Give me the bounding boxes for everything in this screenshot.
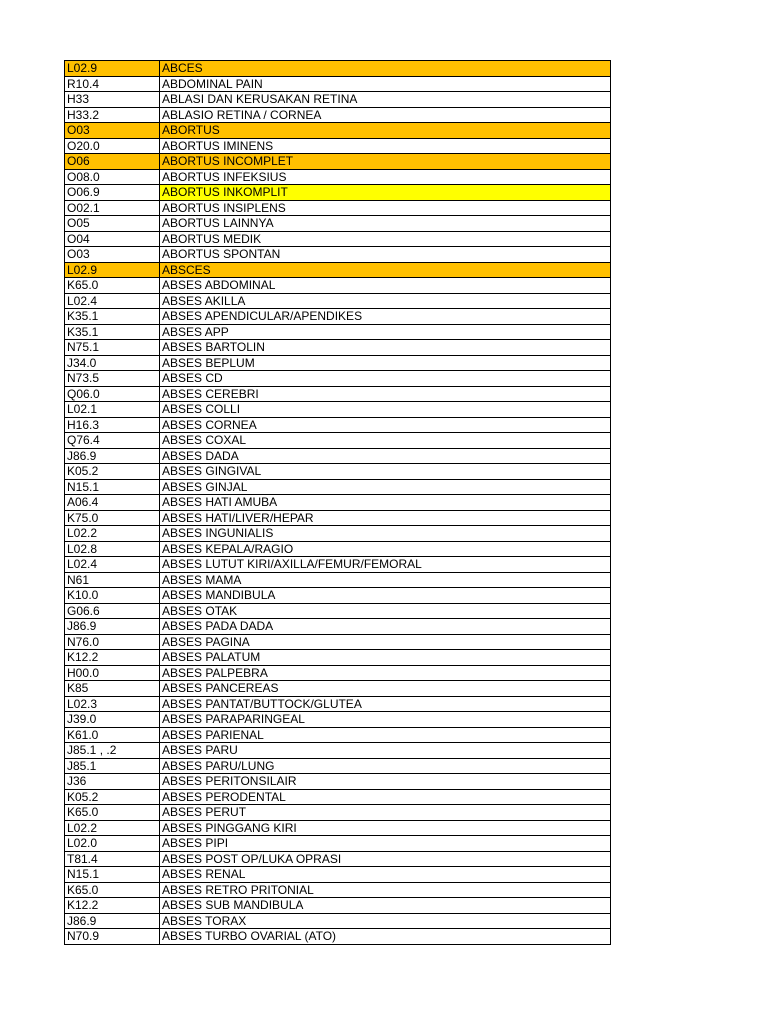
table-row — [65, 76, 611, 92]
diagnosis-name-cell[interactable]: ABSES TURBO OVARIAL (ATO) — [160, 929, 611, 945]
icd-code-cell[interactable]: O04 — [65, 231, 160, 247]
table-row — [65, 867, 611, 883]
icd-code-cell[interactable]: L02.4 — [65, 293, 160, 309]
diagnosis-name-cell[interactable]: ABSES PARIENAL — [160, 727, 611, 743]
icd-code-cell[interactable]: K10.0 — [65, 588, 160, 604]
icd-code-cell[interactable]: J85.1 , .2 — [65, 743, 160, 759]
icd-code-cell[interactable]: H33 — [65, 92, 160, 108]
table-row — [65, 510, 611, 526]
diagnosis-name-cell[interactable]: ABSES CORNEA — [160, 417, 611, 433]
diagnosis-name-cell[interactable]: ABORTUS SPONTAN — [160, 247, 611, 263]
icd-code-table — [64, 60, 611, 945]
diagnosis-name-cell[interactable]: ABSES PERITONSILAIR — [160, 774, 611, 790]
table-row — [65, 200, 611, 216]
diagnosis-name-cell[interactable]: ABDOMINAL PAIN — [160, 76, 611, 92]
table-row — [65, 138, 611, 154]
icd-code-cell[interactable]: L02.3 — [65, 696, 160, 712]
diagnosis-name-cell[interactable]: ABSES POST OP/LUKA OPRASI — [160, 851, 611, 867]
table-row — [65, 526, 611, 542]
table-row — [65, 92, 611, 108]
table-row — [65, 619, 611, 635]
diagnosis-name-cell[interactable]: ABSES RETRO PRITONIAL — [160, 882, 611, 898]
diagnosis-name-cell[interactable]: ABSES DADA — [160, 448, 611, 464]
diagnosis-name-cell[interactable]: ABLASI DAN KERUSAKAN RETINA — [160, 92, 611, 108]
diagnosis-name-cell[interactable]: ABSES COLLI — [160, 402, 611, 418]
diagnosis-name-cell[interactable]: ABSES PANTAT/BUTTOCK/GLUTEA — [160, 696, 611, 712]
table-row — [65, 774, 611, 790]
icd-code-cell[interactable]: K05.2 — [65, 464, 160, 480]
icd-code-cell[interactable]: H00.0 — [65, 665, 160, 681]
diagnosis-name-cell[interactable]: ABSES INGUNIALIS — [160, 526, 611, 542]
table-row — [65, 433, 611, 449]
icd-code-cell[interactable]: N61 — [65, 572, 160, 588]
table-row — [65, 123, 611, 139]
diagnosis-name-cell[interactable]: ABSES KEPALA/RAGIO — [160, 541, 611, 557]
icd-code-cell[interactable]: K05.2 — [65, 789, 160, 805]
diagnosis-name-cell[interactable]: ABSES PARU — [160, 743, 611, 759]
diagnosis-name-cell[interactable]: ABSES BEPLUM — [160, 355, 611, 371]
icd-code-cell[interactable]: J39.0 — [65, 712, 160, 728]
table-row — [65, 340, 611, 356]
table-row — [65, 386, 611, 402]
table-row — [65, 603, 611, 619]
icd-code-cell[interactable]: O08.0 — [65, 169, 160, 185]
diagnosis-name-cell[interactable]: ABORTUS INSIPLENS — [160, 200, 611, 216]
table-row — [65, 913, 611, 929]
icd-code-cell[interactable]: L02.8 — [65, 541, 160, 557]
table-body — [65, 61, 611, 945]
icd-code-cell[interactable]: O02.1 — [65, 200, 160, 216]
diagnosis-name-cell[interactable]: ABORTUS INFEKSIUS — [160, 169, 611, 185]
diagnosis-name-cell[interactable]: ABLASIO RETINA / CORNEA — [160, 107, 611, 123]
icd-code-cell[interactable]: J36 — [65, 774, 160, 790]
icd-code-cell[interactable]: K61.0 — [65, 727, 160, 743]
diagnosis-name-cell[interactable]: ABSES SUB MANDIBULA — [160, 898, 611, 914]
diagnosis-name-cell[interactable]: ABSES MANDIBULA — [160, 588, 611, 604]
diagnosis-name-cell[interactable]: ABSES PERUT — [160, 805, 611, 821]
icd-code-cell[interactable]: K75.0 — [65, 510, 160, 526]
icd-code-cell[interactable]: N73.5 — [65, 371, 160, 387]
diagnosis-name-cell[interactable]: ABSES PALATUM — [160, 650, 611, 666]
table-row — [65, 495, 611, 511]
icd-code-cell[interactable]: H33.2 — [65, 107, 160, 123]
diagnosis-name-cell[interactable]: ABORTUS INCOMPLET — [160, 154, 611, 170]
diagnosis-name-cell[interactable]: ABSES PALPEBRA — [160, 665, 611, 681]
diagnosis-name-cell[interactable]: ABSES HATI/LIVER/HEPAR — [160, 510, 611, 526]
icd-code-cell[interactable]: O06 — [65, 154, 160, 170]
table-row — [65, 634, 611, 650]
diagnosis-name-cell[interactable]: ABSES ABDOMINAL — [160, 278, 611, 294]
diagnosis-name-cell[interactable]: ABSES CD — [160, 371, 611, 387]
icd-code-cell[interactable]: L02.9 — [65, 262, 160, 278]
table-row — [65, 262, 611, 278]
table-row — [65, 293, 611, 309]
table-row — [65, 309, 611, 325]
diagnosis-name-cell[interactable]: ABSES APP — [160, 324, 611, 340]
icd-code-cell[interactable]: O06.9 — [65, 185, 160, 201]
table-row — [65, 479, 611, 495]
icd-code-cell[interactable]: K65.0 — [65, 278, 160, 294]
table-row — [65, 216, 611, 232]
icd-code-cell[interactable]: J34.0 — [65, 355, 160, 371]
table-row — [65, 355, 611, 371]
icd-code-cell[interactable]: O03 — [65, 123, 160, 139]
icd-code-cell[interactable]: K85 — [65, 681, 160, 697]
diagnosis-name-cell[interactable]: ABORTUS INKOMPLIT — [160, 185, 611, 201]
diagnosis-name-cell[interactable]: ABSES CEREBRI — [160, 386, 611, 402]
table-row — [65, 169, 611, 185]
table-row — [65, 247, 611, 263]
icd-code-cell[interactable]: O03 — [65, 247, 160, 263]
diagnosis-name-cell[interactable]: ABSCES — [160, 262, 611, 278]
icd-code-cell[interactable]: Q06.0 — [65, 386, 160, 402]
diagnosis-name-cell[interactable]: ABSES RENAL — [160, 867, 611, 883]
table-row — [65, 371, 611, 387]
table-row — [65, 278, 611, 294]
icd-code-cell[interactable]: G06.6 — [65, 603, 160, 619]
diagnosis-name-cell[interactable]: ABSES PANCEREAS — [160, 681, 611, 697]
icd-code-cell[interactable]: K12.2 — [65, 650, 160, 666]
diagnosis-name-cell[interactable]: ABSES GINJAL — [160, 479, 611, 495]
icd-code-cell[interactable]: T81.4 — [65, 851, 160, 867]
icd-code-cell[interactable]: O20.0 — [65, 138, 160, 154]
icd-code-cell[interactable]: J86.9 — [65, 913, 160, 929]
diagnosis-name-cell[interactable]: ABSES LUTUT KIRI/AXILLA/FEMUR/FEMORAL — [160, 557, 611, 573]
icd-code-cell[interactable]: K35.1 — [65, 324, 160, 340]
diagnosis-name-cell[interactable]: ABSES PARU/LUNG — [160, 758, 611, 774]
diagnosis-name-cell[interactable]: ABSES HATI AMUBA — [160, 495, 611, 511]
table-row — [65, 758, 611, 774]
table-row — [65, 324, 611, 340]
table-row — [65, 417, 611, 433]
table-row — [65, 727, 611, 743]
table-row — [65, 154, 611, 170]
diagnosis-name-cell[interactable]: ABSES PINGGANG KIRI — [160, 820, 611, 836]
table-row — [65, 898, 611, 914]
icd-code-cell[interactable]: O05 — [65, 216, 160, 232]
table-row — [65, 929, 611, 945]
table-row — [65, 743, 611, 759]
icd-code-cell[interactable]: L02.9 — [65, 61, 160, 77]
icd-code-cell[interactable]: N70.9 — [65, 929, 160, 945]
diagnosis-name-cell[interactable]: ABORTUS — [160, 123, 611, 139]
diagnosis-name-cell[interactable]: ABSES PADA DADA — [160, 619, 611, 635]
table-row — [65, 541, 611, 557]
icd-code-cell[interactable]: J85.1 — [65, 758, 160, 774]
table-row — [65, 231, 611, 247]
diagnosis-name-cell[interactable]: ABSES AKILLA — [160, 293, 611, 309]
diagnosis-name-cell[interactable]: ABSES GINGIVAL — [160, 464, 611, 480]
table-row — [65, 572, 611, 588]
table-row — [65, 448, 611, 464]
table-row — [65, 402, 611, 418]
icd-code-cell[interactable]: K65.0 — [65, 805, 160, 821]
icd-code-cell[interactable]: N76.0 — [65, 634, 160, 650]
icd-code-cell[interactable]: K65.0 — [65, 882, 160, 898]
table-row — [65, 820, 611, 836]
icd-code-cell[interactable]: L02.2 — [65, 526, 160, 542]
diagnosis-name-cell[interactable]: ABCES — [160, 61, 611, 77]
icd-code-cell[interactable]: N15.1 — [65, 479, 160, 495]
diagnosis-name-cell[interactable]: ABSES PERODENTAL — [160, 789, 611, 805]
table-row — [65, 851, 611, 867]
diagnosis-name-cell[interactable]: ABSES PIPI — [160, 836, 611, 852]
table-row — [65, 696, 611, 712]
diagnosis-name-cell[interactable]: ABSES TORAX — [160, 913, 611, 929]
table-row — [65, 712, 611, 728]
icd-code-cell[interactable]: A06.4 — [65, 495, 160, 511]
table-row — [65, 61, 611, 77]
table-row — [65, 185, 611, 201]
icd-code-cell[interactable]: L02.1 — [65, 402, 160, 418]
diagnosis-name-cell[interactable]: ABORTUS LAINNYA — [160, 216, 611, 232]
icd-code-cell[interactable]: L02.0 — [65, 836, 160, 852]
table-row — [65, 805, 611, 821]
icd-code-cell[interactable]: R10.4 — [65, 76, 160, 92]
table-row — [65, 789, 611, 805]
icd-code-cell[interactable]: K12.2 — [65, 898, 160, 914]
table-row — [65, 882, 611, 898]
diagnosis-name-cell[interactable]: ABORTUS IMINENS — [160, 138, 611, 154]
diagnosis-name-cell[interactable]: ABSES OTAK — [160, 603, 611, 619]
diagnosis-name-cell[interactable]: ABSES PARAPARINGEAL — [160, 712, 611, 728]
table-row — [65, 107, 611, 123]
icd-code-cell[interactable]: N15.1 — [65, 867, 160, 883]
table-row — [65, 557, 611, 573]
table-row — [65, 836, 611, 852]
icd-code-cell[interactable]: L02.2 — [65, 820, 160, 836]
icd-code-cell[interactable]: J86.9 — [65, 448, 160, 464]
table-row — [65, 464, 611, 480]
diagnosis-name-cell[interactable]: ABSES BARTOLIN — [160, 340, 611, 356]
table-row — [65, 588, 611, 604]
diagnosis-name-cell[interactable]: ABSES PAGINA — [160, 634, 611, 650]
diagnosis-name-cell[interactable]: ABORTUS MEDIK — [160, 231, 611, 247]
diagnosis-name-cell[interactable]: ABSES APENDICULAR/APENDIKES — [160, 309, 611, 325]
icd-code-cell[interactable]: H16.3 — [65, 417, 160, 433]
table-row — [65, 665, 611, 681]
icd-code-cell[interactable]: Q76.4 — [65, 433, 160, 449]
table-row — [65, 650, 611, 666]
icd-code-cell[interactable]: K35.1 — [65, 309, 160, 325]
icd-code-cell[interactable]: N75.1 — [65, 340, 160, 356]
icd-code-cell[interactable]: J86.9 — [65, 619, 160, 635]
diagnosis-name-cell[interactable]: ABSES MAMA — [160, 572, 611, 588]
icd-code-cell[interactable]: L02.4 — [65, 557, 160, 573]
table-row — [65, 681, 611, 697]
diagnosis-name-cell[interactable]: ABSES COXAL — [160, 433, 611, 449]
